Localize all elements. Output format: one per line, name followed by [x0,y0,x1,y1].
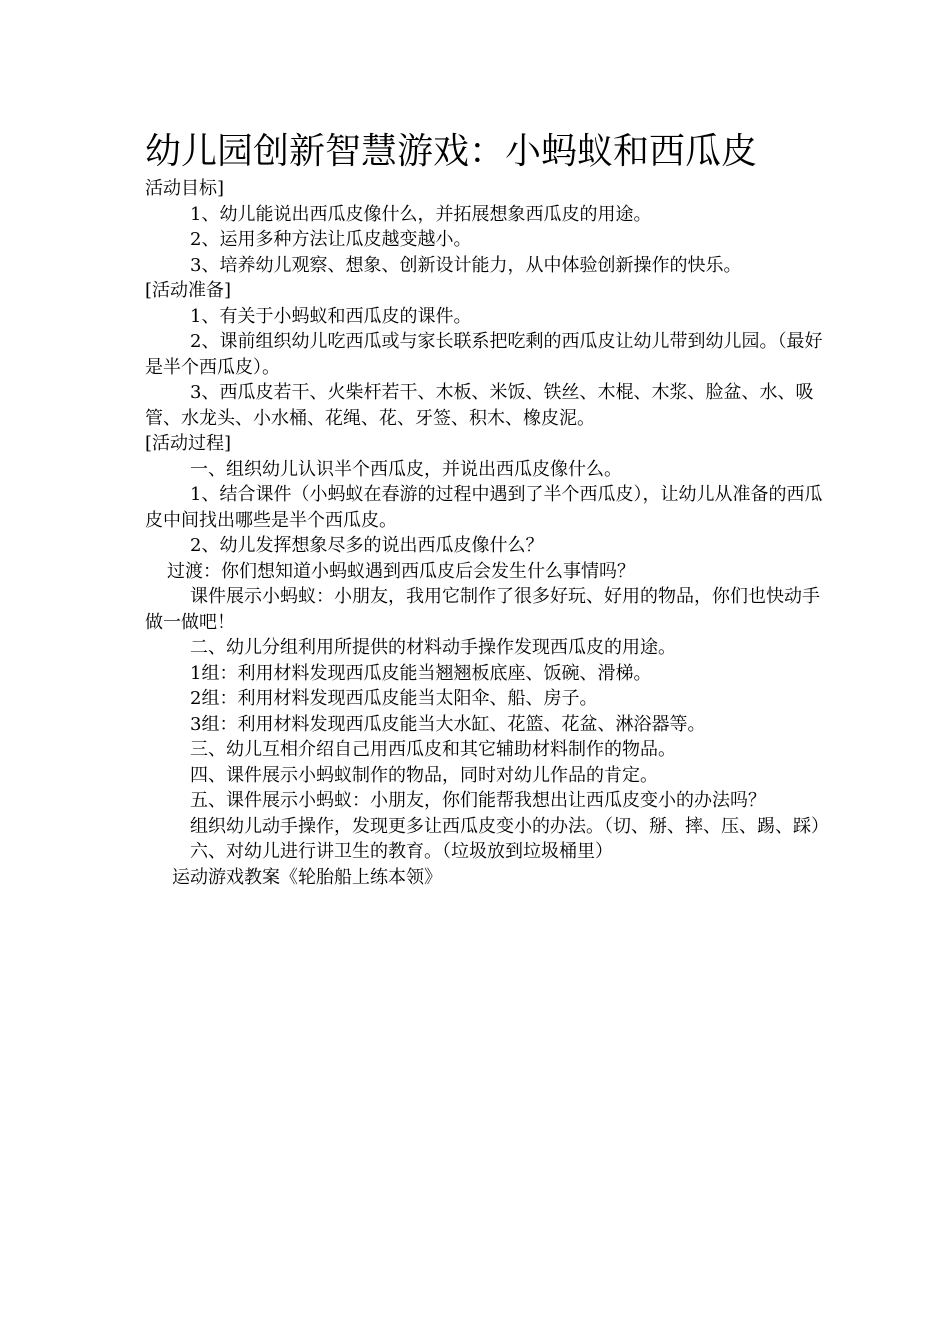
paragraph: 2、运用多种方法让瓜皮越变越小。 [190,229,472,250]
paragraph: 五、课件展示小蚂蚁：小朋友，你们能帮我想出让西瓜皮变小的办法吗？ [190,790,766,811]
paragraph: 2、幼儿发挥想象尽多的说出西瓜皮像什么？ [190,535,544,556]
section-heading-goals: 活动目标] [145,178,225,199]
paragraph: 3、培养幼儿观察、想象、创新设计能力，从中体验创新操作的快乐。 [190,254,742,276]
paragraph: 1、幼儿能说出西瓜皮像什么，并拓展想象西瓜皮的用途。 [190,203,652,225]
paragraph: 六、对幼儿进行讲卫生的教育。（垃圾放到垃圾桶里） [190,841,613,862]
paragraph: 3、西瓜皮若干、火柴杆若干、木板、米饭、铁丝、木棍、木浆、脸盆、水、吸管、水龙头、小水桶、花绳、花、牙签、积木、橡皮泥。 [145,382,814,429]
document-body [145,128,829,890]
paragraph: 2、课前组织幼儿吃西瓜或与家长联系把吃剩的西瓜皮让幼儿带到幼儿园。（最好是半个西瓜皮）。 [145,331,823,378]
page-title: 幼儿园创新智慧游戏：小蚂蚁和西瓜皮 [145,131,758,172]
paragraph: 二、幼儿分组利用所提供的材料动手操作发现西瓜皮的用途。 [190,637,676,658]
paragraph: 四、课件展示小蚂蚁制作的物品，同时对幼儿作品的肯定。 [190,764,658,786]
paragraph: 组织幼儿动手操作，发现更多让西瓜皮变小的办法。（切、掰、摔、压、踢、踩） [190,815,829,837]
paragraph: 2组：利用材料发现西瓜皮能当太阳伞、船、房子。 [190,688,598,709]
paragraph: 1、有关于小蚂蚁和西瓜皮的课件。 [190,305,472,327]
paragraph: 1、结合课件（小蚂蚁在春游的过程中遇到了半个西瓜皮），让幼儿从准备的西瓜皮中间找出哪些是半个西瓜皮。 [145,484,823,531]
paragraph: 三、幼儿互相介绍自己用西瓜皮和其它辅助材料制作的物品。 [190,739,676,760]
paragraph: 过渡：你们想知道小蚂蚁遇到西瓜皮后会发生什么事情吗？ [167,560,635,582]
section-heading-preparation: [活动准备] [145,280,232,301]
paragraph: 1组：利用材料发现西瓜皮能当翘翘板底座、饭碗、滑梯。 [190,662,652,684]
section-heading-process: [活动过程] [145,433,232,454]
paragraph: 3组：利用材料发现西瓜皮能当大水缸、花篮、花盆、淋浴器等。 [190,713,706,735]
paragraph: 一、组织幼儿认识半个西瓜皮，并说出西瓜皮像什么。 [190,458,622,480]
paragraph: 课件展示小蚂蚁：小朋友，我用它制作了很多好玩、好用的物品，你们也快动手做一做吧！ [145,586,820,633]
related-link-text: 运动游戏教案《轮胎船上练本领》 [172,866,442,888]
